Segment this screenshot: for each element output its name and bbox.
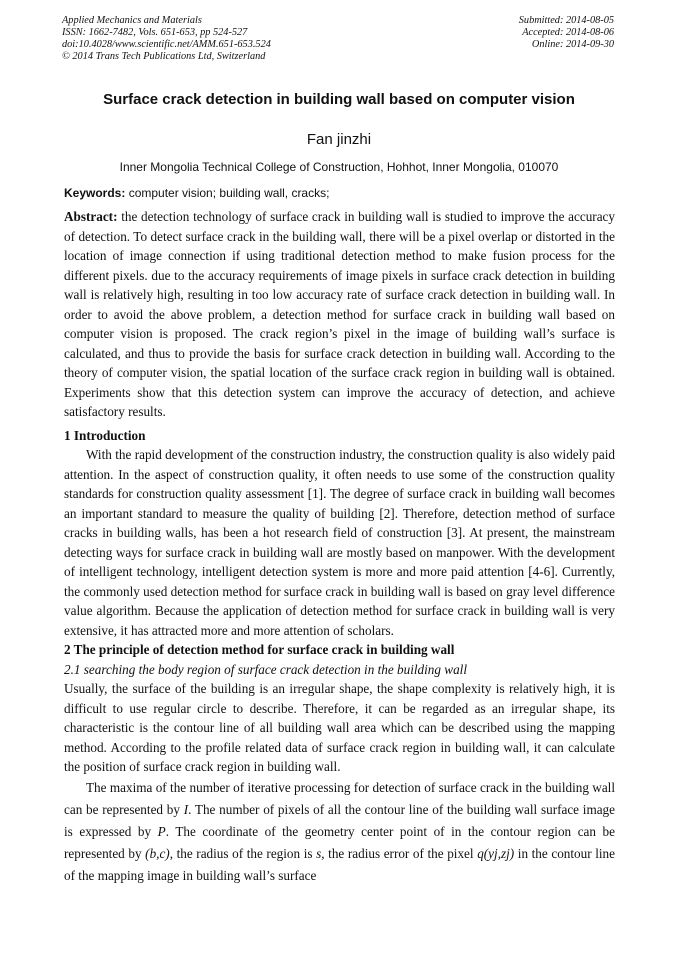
paragraph bbox=[64, 777, 615, 887]
text: , the radius error of the pixel bbox=[321, 845, 478, 861]
submitted-date: Submitted: 2014-08-05 bbox=[518, 15, 614, 26]
paper-body bbox=[64, 207, 615, 887]
text: , the radius of the region is bbox=[169, 845, 317, 861]
math-var: s bbox=[316, 845, 322, 861]
section-introduction bbox=[64, 426, 615, 641]
issn: ISSN: 1662-7482, Vols. 651-653, pp 524-527 bbox=[62, 27, 248, 38]
copyright: © 2014 Trans Tech Publications Ltd, Switzerland bbox=[62, 51, 266, 62]
doi: doi:10.4028/www.scientific.net/AMM.651-653.524 bbox=[62, 39, 271, 50]
author: Fan jinzhi bbox=[306, 131, 372, 148]
section-principle bbox=[64, 640, 615, 887]
section-heading: 1 Introduction bbox=[64, 427, 146, 443]
keywords-label: Keywords: bbox=[64, 186, 126, 200]
text: . The number of pixels of all the contour line of the building wall surface image is expressed by bbox=[64, 801, 616, 839]
abstract-text: the detection technology of surface crack in building wall is studied to improve the accuracy of detection. To detect surface crack in the building wall, there will be a pixel overlap or distorted in the location of image connection if using traditional detection method to make fusion process for the different pixels. due to the accuracy requirements of image pixels in surface crack detection in building wall is relatively high, resulting in too low accuracy rate of surface crack detection in building wall. In order to avoid the above problem, a detection method for surface crack in building wall based on computer vision is proposed. The crack region’s pixel in the image of building wall’s surface is calculated, and thus to provide the basis for surface crack detection in building wall. According to the theory of computer vision, the spatial location of the surface crack region in building wall is obtained. Experiments show that this detection system can improve the accuracy of detection, and achieve satisfactory results. bbox=[64, 209, 615, 419]
paragraph: Usually, the surface of the building is an irregular shape, the shape complexity is relatively high, it is difficult to use regular circle to describe. Therefore, it can be regarded as an irregular shape, its characteristic is the contour line of all building wall area which can be described using the mapping method. According to the profile related data of surface crack region in building wall, it can calculate the position of surface crack region in building wall. bbox=[64, 681, 615, 774]
text: . The coordinate of the geometry center point of in the contour region can be represented by bbox=[64, 823, 615, 861]
journal-info bbox=[62, 15, 271, 63]
online-date: Online: 2014-09-30 bbox=[531, 39, 614, 50]
accepted-date: Accepted: 2014-08-06 bbox=[522, 27, 614, 38]
keywords bbox=[64, 185, 614, 201]
abstract-label: Abstract: bbox=[64, 209, 118, 224]
affiliation: Inner Mongolia Technical College of Construction, Hohhot, Inner Mongolia, 010070 bbox=[119, 160, 559, 174]
text: in the contour line of the mapping image in building wall’s surface bbox=[64, 845, 616, 883]
paper-title: Surface crack detection in building wall based on computer vision bbox=[103, 91, 575, 108]
math-var: (b,c) bbox=[145, 845, 170, 861]
subsection-heading: 2.1 searching the body region of surface crack detection in the building wall bbox=[64, 661, 467, 677]
dates bbox=[519, 15, 614, 63]
paragraph: With the rapid development of the construction industry, the construction quality is also widely paid attention. In the aspect of construction quality, it often needs to use some of the construction quality standards for construction quality assessment [1]. The degree of surface crack in building wall becomes an important standard to measure the quality of building [2]. Therefore, detection method of surface cracks in building walls, has been a hot research field of construction [3]. At present, the mainstream detecting ways for surface crack in building wall are mostly based on manpower. With the development of intelligent technology, intelligent detection system is more and more paid attention [4-6]. Currently, the commonly used detection method for surface crack in building wall is based on gray level difference value algorithm. Because the application of detection method for surface crack in building wall is very extensive, it has attracted more and more attention of scholars. bbox=[64, 447, 615, 638]
keywords-text: computer vision; building wall, cracks; bbox=[125, 186, 330, 200]
text: The maxima of the number of iterative processing for detection of surface crack in the building wall can be represented by bbox=[64, 779, 615, 817]
math-var: P bbox=[157, 823, 166, 839]
math-var: I bbox=[183, 801, 189, 817]
section-heading: 2 The principle of detection method for surface crack in building wall bbox=[64, 642, 455, 657]
page-header bbox=[0, 0, 678, 63]
math-var: q(yj,zj) bbox=[477, 845, 515, 861]
abstract bbox=[64, 207, 615, 422]
journal-name: Applied Mechanics and Materials bbox=[62, 15, 202, 26]
